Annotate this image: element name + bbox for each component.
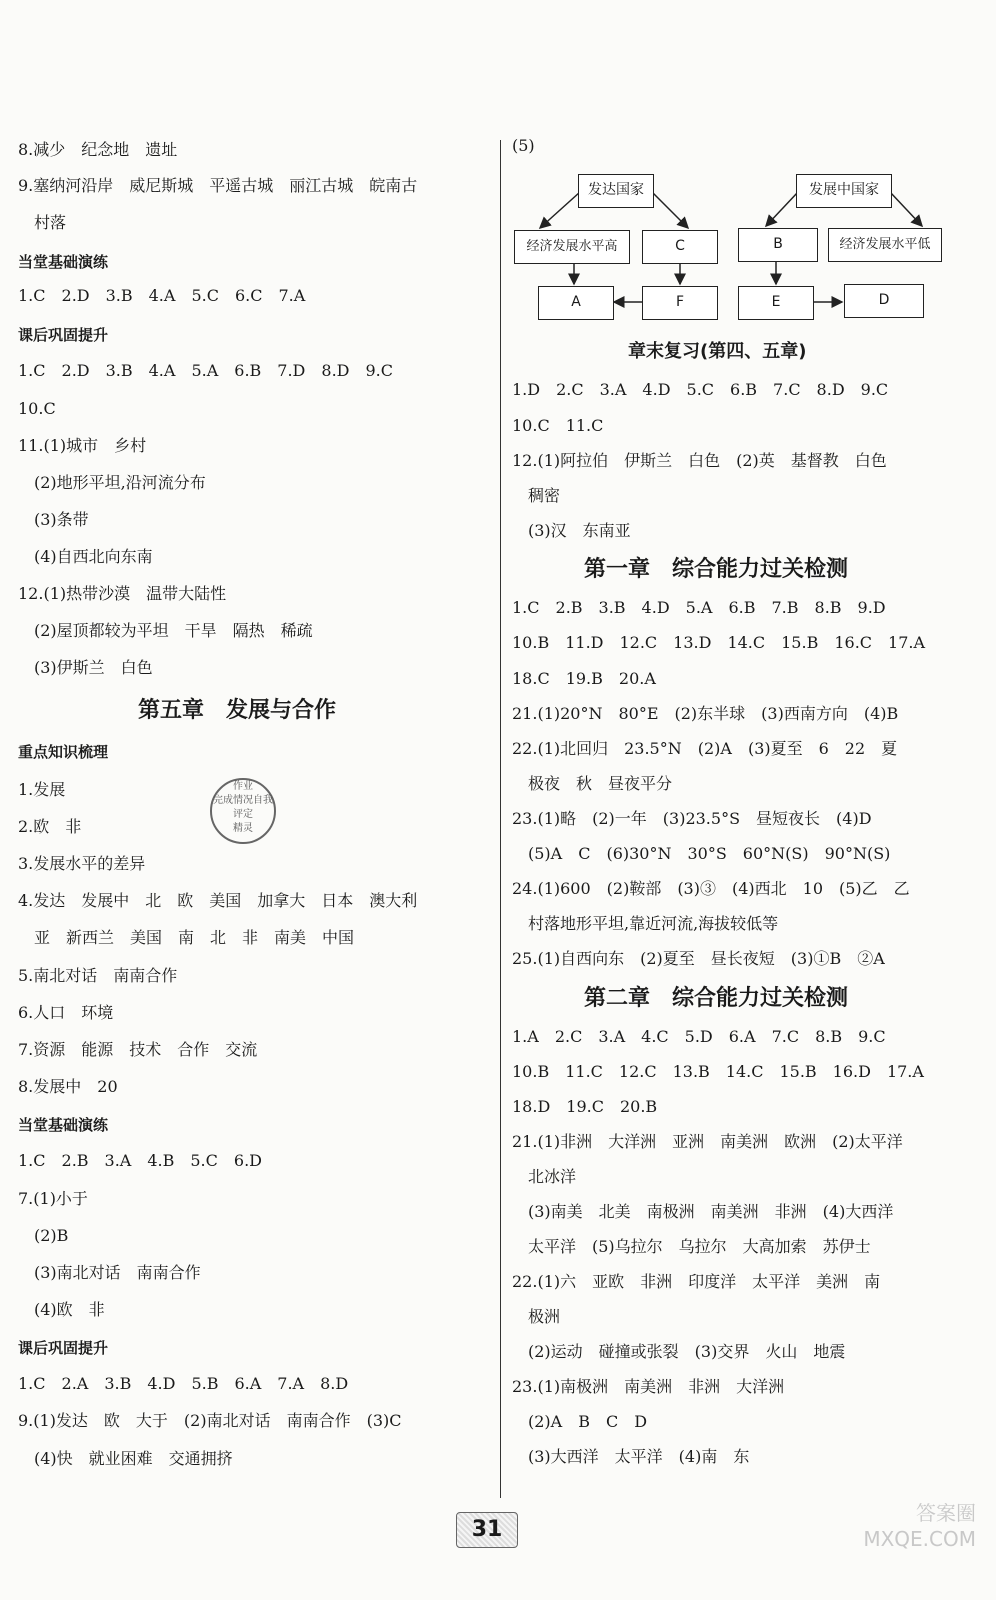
answer-line: (5) (512, 136, 535, 155)
flow-diagram (512, 170, 982, 330)
answer-line: 1.D 2.C 3.A 4.D 5.C 6.B 7.C 8.D 9.C (512, 380, 889, 399)
answer-line: 24.(1)600 (2)鞍部 (3)③ (4)西北 10 (5)乙 乙 (512, 879, 910, 898)
answer-line: 7.资源 能源 技术 合作 交流 (18, 1040, 258, 1059)
answer-line: (2)地形平坦,沿河流分布 (18, 473, 206, 492)
box-A: A (538, 286, 614, 320)
answer-line: (3)南美 北美 南极洲 南美洲 非洲 (4)大西洋 (512, 1202, 894, 1221)
section-heading: 重点知识梳理 (18, 743, 109, 761)
watermark: 答案圈 MXQE.COM (863, 1501, 976, 1551)
answer-line: 1.C 2.B 3.B 4.D 5.A 6.B 7.B 8.B 9.D (512, 598, 886, 617)
section-heading: 当堂基础演练 (18, 1116, 109, 1134)
answer-line: 1.发展 (18, 780, 66, 799)
answer-line: 9.(1)发达 欧 大于 (2)南北对话 南南合作 (3)C (18, 1411, 402, 1430)
answer-line: 10.C 11.C (512, 416, 604, 435)
answer-line: 北冰洋 (512, 1167, 577, 1186)
answer-line: 23.(1)略 (2)一年 (3)23.5°S 昼短夜长 (4)D (512, 809, 872, 828)
answer-line: 村落 (18, 213, 67, 232)
answer-line: (5)A C (6)30°N 30°S 60°N(S) 90°N(S) (512, 844, 891, 863)
answer-line: 8.发展中 20 (18, 1077, 118, 1096)
answer-line: 5.南北对话 南南合作 (18, 966, 178, 985)
answer-line: (2)运动 碰撞或张裂 (3)交界 火山 地震 (512, 1342, 846, 1361)
page-number: 31 (456, 1512, 518, 1548)
answer-line: (4)欧 非 (18, 1300, 105, 1319)
answer-line: (3)大西洋 太平洋 (4)南 东 (512, 1447, 750, 1466)
section-heading: 课后巩固提升 (18, 1339, 109, 1357)
answer-line: 10.B 11.D 12.C 13.D 14.C 15.B 16.C 17.A (512, 633, 926, 652)
chapter-title: 第五章 发展与合作 (138, 698, 337, 723)
answer-line: 1.C 2.A 3.B 4.D 5.B 6.A 7.A 8.D (18, 1374, 349, 1393)
box-developing: 发展中国家 (796, 174, 892, 208)
answer-line: 11.(1)城市 乡村 (18, 436, 147, 455)
chapter-title: 章末复习(第四、五章) (628, 341, 807, 362)
answer-line: 23.(1)南极洲 南美洲 非洲 大洋洲 (512, 1377, 785, 1396)
answer-line: 太平洋 (5)乌拉尔 乌拉尔 大高加索 苏伊士 (512, 1237, 871, 1256)
chapter-title: 第二章 综合能力过关检测 (584, 986, 849, 1011)
answer-line: (3)汉 东南亚 (512, 521, 631, 540)
answer-line: 1.C 2.D 3.B 4.A 5.A 6.B 7.D 8.D 9.C (18, 361, 393, 380)
answer-line: 18.C 19.B 20.A (512, 669, 656, 688)
box-E: E (738, 286, 814, 320)
answer-line: (3)伊斯兰 白色 (18, 658, 153, 677)
answer-line: 1.C 2.B 3.A 4.B 5.C 6.D (18, 1151, 262, 1170)
answer-line: (2)屋顶都较为平坦 干旱 隔热 稀疏 (18, 621, 313, 640)
answer-line: 村落地形平坦,靠近河流,海拔较低等 (512, 914, 779, 933)
box-low: 经济发展水平低 (828, 228, 942, 262)
box-D: D (844, 284, 924, 318)
box-B: B (738, 228, 818, 262)
answer-line: (3)条带 (18, 510, 89, 529)
answer-line: 22.(1)北回归 23.5°N (2)A (3)夏至 6 22 夏 (512, 739, 898, 758)
box-high: 经济发展水平高 (514, 230, 630, 264)
answer-line: 极洲 (512, 1307, 561, 1326)
box-F: F (642, 286, 718, 320)
answer-line: 亚 新西兰 美国 南 北 非 南美 中国 (18, 928, 355, 947)
answer-line: (3)南北对话 南南合作 (18, 1263, 201, 1282)
answer-line: 9.塞纳河沿岸 威尼斯城 平遥古城 丽江古城 皖南古 (18, 176, 418, 195)
answer-line: 稠密 (512, 486, 561, 505)
section-heading: 课后巩固提升 (18, 326, 109, 344)
answer-line: 18.D 19.C 20.B (512, 1097, 658, 1116)
answer-line: 7.(1)小于 (18, 1189, 88, 1208)
answer-line: 21.(1)非洲 大洋洲 亚洲 南美洲 欧洲 (2)太平洋 (512, 1132, 903, 1151)
answer-line: 8.减少 纪念地 遗址 (18, 140, 178, 159)
chapter-title: 第一章 综合能力过关检测 (584, 557, 849, 582)
box-developed: 发达国家 (578, 174, 654, 208)
answer-line: 12.(1)热带沙漠 温带大陆性 (18, 584, 227, 603)
homework-stamp: 作业 完成情况自我评定 精灵 (210, 778, 276, 844)
answer-line: 25.(1)自西向东 (2)夏至 昼长夜短 (3)①B ②A (512, 949, 885, 968)
answer-line: 1.C 2.D 3.B 4.A 5.C 6.C 7.A (18, 286, 306, 305)
answer-line: (4)自西北向东南 (18, 547, 153, 566)
answer-line: 4.发达 发展中 北 欧 美国 加拿大 日本 澳大利 (18, 891, 418, 910)
answer-line: 10.C (18, 399, 56, 418)
answer-line: (2)B (18, 1226, 69, 1245)
answer-line: (4)快 就业困难 交通拥挤 (18, 1449, 233, 1468)
answer-line: 12.(1)阿拉伯 伊斯兰 白色 (2)英 基督教 白色 (512, 451, 887, 470)
column-divider (500, 140, 501, 1498)
box-C: C (642, 230, 718, 264)
answer-line: 6.人口 环境 (18, 1003, 114, 1022)
answer-line: 21.(1)20°N 80°E (2)东半球 (3)西南方向 (4)B (512, 704, 899, 723)
answer-line: 10.B 11.C 12.C 13.B 14.C 15.B 16.D 17.A (512, 1062, 924, 1081)
answer-line: 22.(1)六 亚欧 非洲 印度洋 太平洋 美洲 南 (512, 1272, 881, 1291)
section-heading: 当堂基础演练 (18, 253, 109, 271)
answer-line: 极夜 秋 昼夜平分 (512, 774, 673, 793)
answer-line: 1.A 2.C 3.A 4.C 5.D 6.A 7.C 8.B 9.C (512, 1027, 886, 1046)
answer-line: 2.欧 非 (18, 817, 82, 836)
answer-line: (2)A B C D (512, 1412, 648, 1431)
answer-line: 3.发展水平的差异 (18, 854, 146, 873)
